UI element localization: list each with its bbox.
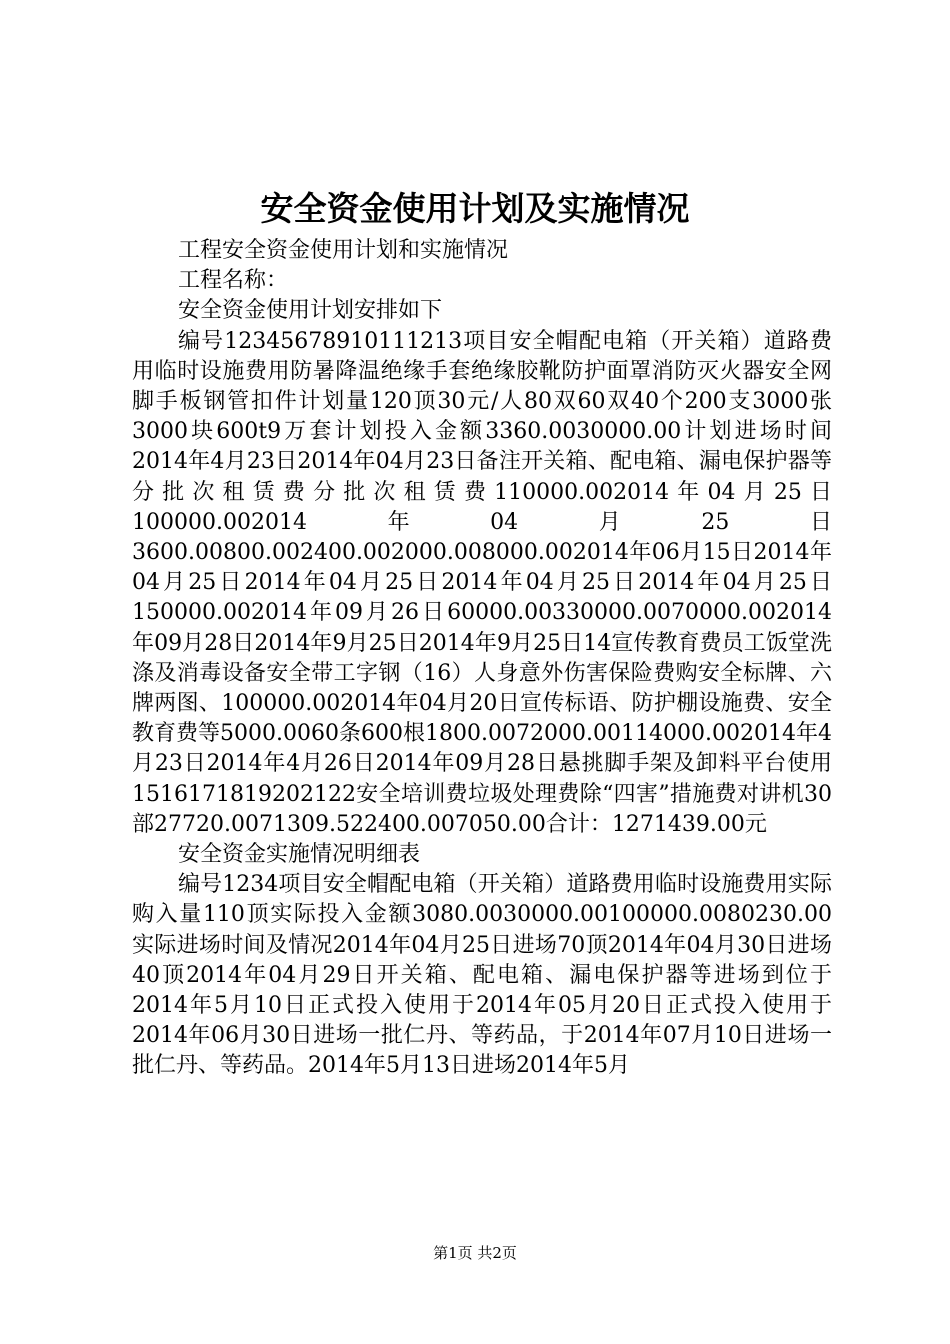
paragraph-subtitle: 工程安全资金使用计划和实施情况 xyxy=(178,238,509,263)
document-body xyxy=(132,236,832,1082)
paragraph-plan-details: 编号12345678910111213项目安全帽配电箱（开关箱）道路费用临时设施费用防暑降温绝缘手套绝缘胶靴防护面罩消防灭火器安全网脚手板钢管扣件计划量120顶30元/人80双60双40个200支3000张3000块600t9万套计划投入金额3360.0030000.00计划进场时间2014年4月23日2014年04月23日备注开关箱、配电箱、漏电保护器等分批次租赁费分批次租赁费110000.002014年04月25日100000.002014年04月25日3600.00800.002400.002000.008000.002014年06月15日2014年04月25日2014年04月25日2014年04月25日2014年04月25日150000.002014年09月26日60000.00330000.0070000.002014年09月28日2014年9月25日2014年9月25日14宣传教育费员工饭堂洗涤及消毒设备安全带工字钢（16）人身意外伤害保险费购安全标牌、六牌两图、100000.002014年04月20日宣传标语、防护棚设施费、安全教育费等5000.0060条600根1800.0072000.00114000.002014年4月23日2014年4月26日2014年09月28日悬挑脚手架及卸料平台使用1516171819202122安全培训费垃圾处理费除“四害”措施费对讲机30部27720.0071309.522400.007050.00合计：1271439.00元 xyxy=(132,328,832,837)
paragraph-implementation-heading: 安全资金实施情况明细表 xyxy=(178,842,421,868)
paragraph-implementation-details: 编号1234项目安全帽配电箱（开关箱）道路费用临时设施费用实际购入量110顶实际投入金额3080.0030000.00100000.0080230.00实际进场时间及情况2014年04月25日进场70顶2014年04月30日进场40顶2014年04月29日开关箱、配电箱、漏电保护器等进场到位于2014年5月10日正式投入使用于2014年05月20日正式投入使用于2014年06月30日进场一批仁丹、等药品，于2014年07月10日进场一批仁丹、等药品。2014年5月13日进场2014年5月 xyxy=(132,872,832,1079)
paragraph-plan-heading: 安全资金使用计划安排如下 xyxy=(178,298,443,324)
document-title: 安全资金使用计划及实施情况 xyxy=(260,189,690,228)
paragraph-project-name: 工程名称： xyxy=(178,268,289,294)
page-footer: 第1页 共2页 xyxy=(433,1244,517,1262)
